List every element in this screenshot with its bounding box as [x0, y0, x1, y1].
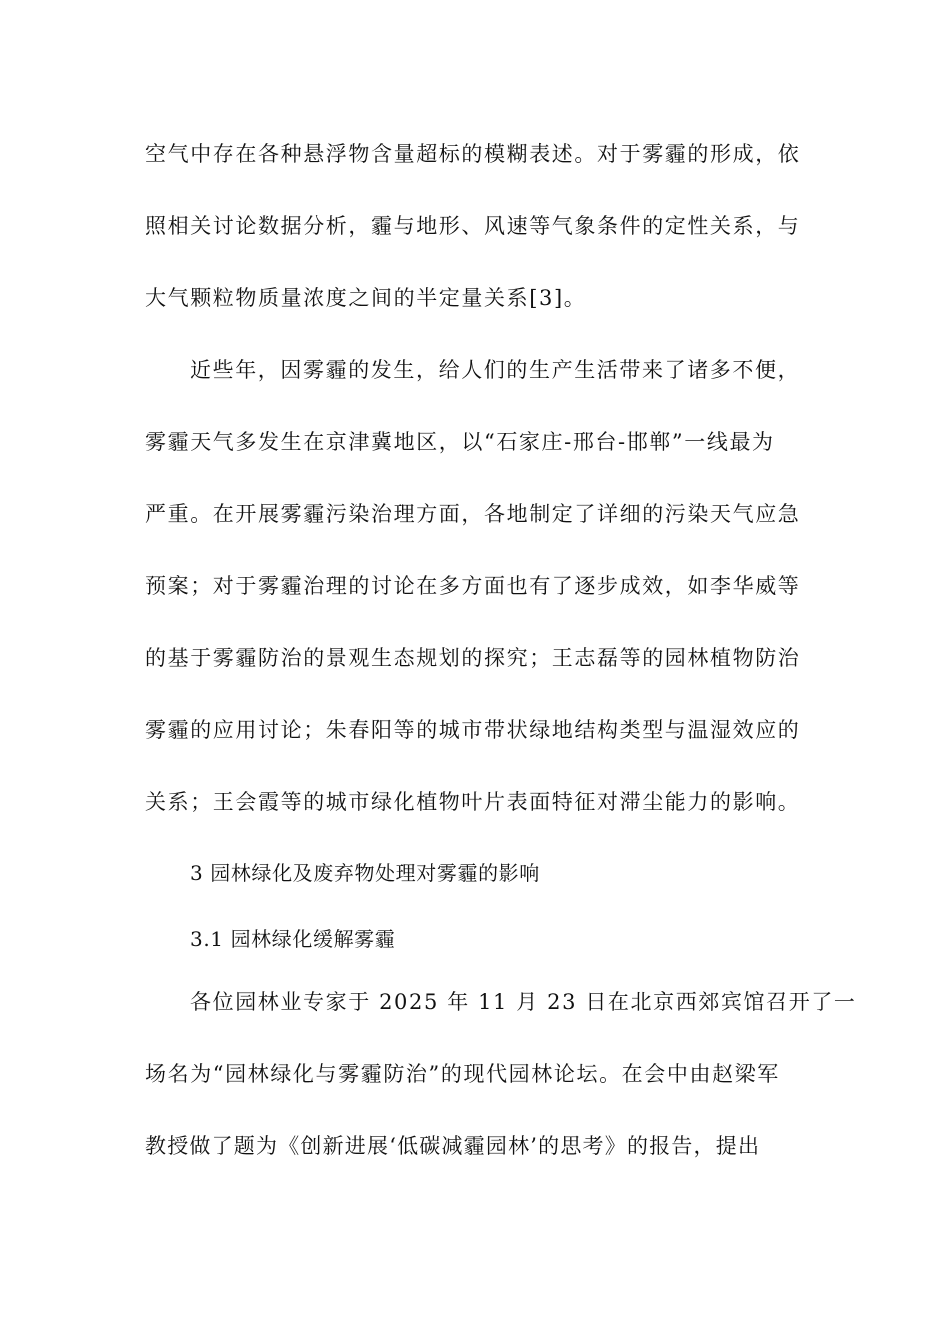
body-text-line: 的基于雾霾防治的景观生态规划的探究；王志磊等的园林植物防治 [145, 646, 801, 670]
body-text-line: 关系；王会霞等的城市绿化植物叶片表面特征对滞尘能力的影响。 [145, 790, 801, 814]
body-text-line: 照相关讨论数据分析，霾与地形、风速等气象条件的定性关系，与 [145, 214, 801, 238]
body-text-line: 预案；对于雾霾治理的讨论在多方面也有了逐步成效，如李华威等 [145, 574, 801, 598]
body-text-line: 大气颗粒物质量浓度之间的半定量关系[3]。 [145, 286, 587, 310]
body-text-line: 雾霾的应用讨论；朱春阳等的城市带状绿地结构类型与温湿效应的 [145, 718, 801, 742]
body-text-line: 教授做了题为《创新进展‘低碳减霾园林’的思考》的报告，提出 [145, 1134, 761, 1158]
paragraph-first-line: 近些年，因雾霾的发生，给人们的生产生活带来了诸多不便， [190, 358, 801, 382]
body-text-line: 场名为“园林绿化与雾霾防治”的现代园林论坛。在会中由赵梁军 [145, 1062, 780, 1086]
body-text-line: 严重。在开展雾霾污染治理方面，各地制定了详细的污染天气应急 [145, 502, 801, 526]
body-text-line: 雾霾天气多发生在京津冀地区，以“石家庄-邢台-邯郸”一线最为 [145, 430, 775, 454]
body-text-line: 空气中存在各种悬浮物含量超标的模糊表述。对于雾霾的形成，依 [145, 142, 801, 166]
section-heading: 3 园林绿化及废弃物处理对雾霾的影响 [190, 861, 540, 885]
subsection-heading: 3.1 园林绿化缓解雾霾 [190, 927, 396, 951]
paragraph-first-line: 各位园林业专家于 2025 年 11 月 23 日在北京西郊宾馆召开了一 [190, 990, 857, 1014]
